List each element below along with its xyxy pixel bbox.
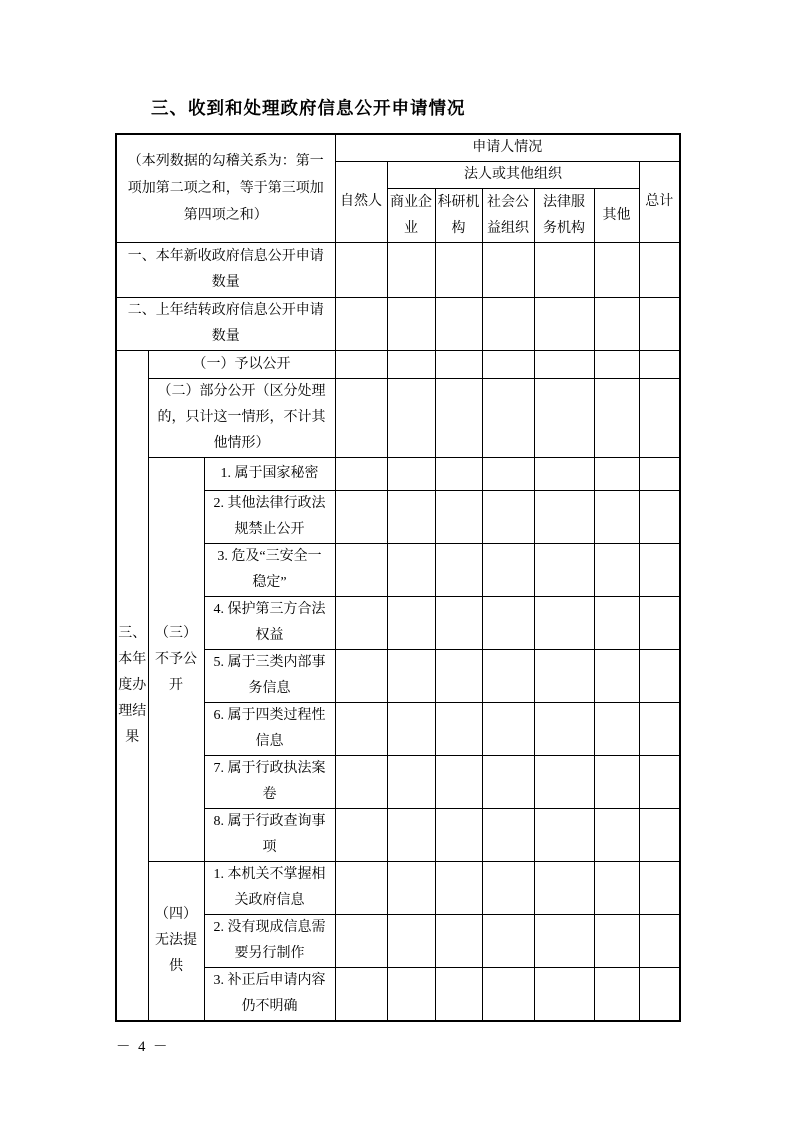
data-cell-empty <box>435 968 482 1022</box>
data-cell-empty <box>387 862 435 915</box>
data-cell-empty <box>435 298 482 351</box>
data-cell-empty <box>482 756 534 809</box>
data-cell-empty <box>594 597 639 650</box>
page-number: － 4 － <box>116 1039 170 1055</box>
data-cell-empty <box>639 491 680 544</box>
data-cell-empty <box>335 915 387 968</box>
header-org-type-commercial: 商业企业 <box>387 189 435 243</box>
data-cell-empty <box>482 351 534 379</box>
data-cell-empty <box>335 703 387 756</box>
data-cell-empty <box>639 862 680 915</box>
data-cell-empty <box>639 351 680 379</box>
data-cell-empty <box>335 862 387 915</box>
data-cell-empty <box>435 544 482 597</box>
data-cell-empty <box>435 915 482 968</box>
data-cell-empty <box>639 544 680 597</box>
header-org-type-public-welfare: 社会公益组织 <box>482 189 534 243</box>
data-cell-empty <box>435 862 482 915</box>
data-cell-empty <box>387 968 435 1022</box>
data-cell-empty <box>594 379 639 458</box>
header-org-type-other: 其他 <box>594 189 639 243</box>
data-cell-empty <box>387 756 435 809</box>
data-cell-empty <box>594 862 639 915</box>
data-cell-empty <box>482 379 534 458</box>
row-refused-item-label: 8. 属于行政查询事项 <box>204 809 335 862</box>
data-cell-empty <box>335 298 387 351</box>
data-cell-empty <box>387 809 435 862</box>
data-cell-empty <box>594 915 639 968</box>
data-cell-empty <box>482 544 534 597</box>
data-cell-empty <box>594 491 639 544</box>
data-cell-empty <box>534 379 594 458</box>
data-cell-empty <box>435 597 482 650</box>
data-cell-empty <box>639 756 680 809</box>
data-cell-empty <box>534 968 594 1022</box>
data-cell-empty <box>534 915 594 968</box>
data-cell-empty <box>482 809 534 862</box>
data-cell-empty <box>387 351 435 379</box>
data-cell-empty <box>594 756 639 809</box>
data-cell-empty <box>534 650 594 703</box>
data-cell-empty <box>534 597 594 650</box>
data-cell-empty <box>435 703 482 756</box>
data-cell-empty <box>639 597 680 650</box>
data-cell-empty <box>534 351 594 379</box>
data-cell-empty <box>435 756 482 809</box>
data-cell-empty <box>482 491 534 544</box>
data-cell-empty <box>534 809 594 862</box>
results-section-label: 三、本年度办理结果 <box>116 351 148 1022</box>
data-cell-empty <box>594 544 639 597</box>
data-cell-empty <box>639 968 680 1022</box>
row-unable-item-label: 3. 补正后申请内容仍不明确 <box>204 968 335 1022</box>
data-cell-empty <box>387 379 435 458</box>
header-org-type-legal-service: 法律服务机构 <box>534 189 594 243</box>
data-cell-empty <box>639 458 680 491</box>
row-refused-item-label: 2. 其他法律行政法规禁止公开 <box>204 491 335 544</box>
row-new-applications-label: 一、本年新收政府信息公开申请数量 <box>116 243 335 298</box>
data-cell-empty <box>435 351 482 379</box>
header-legal-or-other-org: 法人或其他组织 <box>387 162 639 189</box>
data-cell-empty <box>335 544 387 597</box>
data-cell-empty <box>482 862 534 915</box>
row-refused-item-label: 6. 属于四类过程性信息 <box>204 703 335 756</box>
data-cell-empty <box>387 544 435 597</box>
info-request-table <box>115 133 681 1022</box>
header-total: 总计 <box>639 162 680 243</box>
data-cell-empty <box>639 650 680 703</box>
header-natural-person: 自然人 <box>335 162 387 243</box>
data-cell-empty <box>335 379 387 458</box>
row-refused-item-label: 4. 保护第三方合法权益 <box>204 597 335 650</box>
data-cell-empty <box>387 915 435 968</box>
data-cell-empty <box>335 809 387 862</box>
row-partially-granted-label: （二）部分公开（区分处理的，只计这一情形，不计其他情形） <box>148 379 335 458</box>
data-cell-empty <box>435 650 482 703</box>
data-cell-empty <box>435 809 482 862</box>
data-cell-empty <box>335 968 387 1022</box>
data-cell-empty <box>534 756 594 809</box>
data-cell-empty <box>335 491 387 544</box>
data-cell-empty <box>387 703 435 756</box>
data-cell-empty <box>335 243 387 298</box>
header-applicant-status: 申请人情况 <box>335 134 680 162</box>
refused-category-label: （三）不予公开 <box>148 458 204 862</box>
data-cell-empty <box>594 703 639 756</box>
data-cell-empty <box>482 243 534 298</box>
data-cell-empty <box>387 491 435 544</box>
data-cell-empty <box>482 458 534 491</box>
data-cell-empty <box>387 243 435 298</box>
data-cell-empty <box>387 650 435 703</box>
row-refused-item-label: 3. 危及“三安全一稳定” <box>204 544 335 597</box>
data-cell-empty <box>482 915 534 968</box>
data-cell-empty <box>335 458 387 491</box>
data-cell-empty <box>482 968 534 1022</box>
data-cell-empty <box>482 703 534 756</box>
data-cell-empty <box>435 491 482 544</box>
data-cell-empty <box>335 756 387 809</box>
data-cell-empty <box>335 351 387 379</box>
data-cell-empty <box>594 351 639 379</box>
row-granted-label: （一）予以公开 <box>148 351 335 379</box>
data-cell-empty <box>482 298 534 351</box>
row-carried-over-label: 二、上年结转政府信息公开申请数量 <box>116 298 335 351</box>
data-cell-empty <box>594 650 639 703</box>
data-cell-empty <box>594 243 639 298</box>
data-cell-empty <box>387 597 435 650</box>
section-title: 三、收到和处理政府信息公开申请情况 <box>151 98 466 118</box>
data-cell-empty <box>639 809 680 862</box>
data-cell-empty <box>534 298 594 351</box>
data-cell-empty <box>435 379 482 458</box>
data-cell-empty <box>639 379 680 458</box>
row-refused-item-label: 5. 属于三类内部事务信息 <box>204 650 335 703</box>
data-cell-empty <box>594 298 639 351</box>
data-cell-empty <box>534 491 594 544</box>
row-unable-item-label: 1. 本机关不掌握相关政府信息 <box>204 862 335 915</box>
data-cell-empty <box>482 650 534 703</box>
row-refused-item-label: 7. 属于行政执法案卷 <box>204 756 335 809</box>
unable-category-label: （四）无法提供 <box>148 862 204 1022</box>
data-cell-empty <box>534 243 594 298</box>
data-cell-empty <box>639 298 680 351</box>
data-cell-empty <box>639 243 680 298</box>
data-cell-empty <box>639 915 680 968</box>
data-cell-empty <box>387 298 435 351</box>
data-cell-empty <box>387 458 435 491</box>
row-unable-item-label: 2. 没有现成信息需要另行制作 <box>204 915 335 968</box>
table-note: （本列数据的勾稽关系为：第一项加第二项之和，等于第三项加第四项之和） <box>116 134 335 243</box>
data-cell-empty <box>594 968 639 1022</box>
data-cell-empty <box>534 458 594 491</box>
data-cell-empty <box>594 458 639 491</box>
header-org-type-research: 科研机构 <box>435 189 482 243</box>
data-cell-empty <box>534 862 594 915</box>
data-cell-empty <box>482 597 534 650</box>
data-cell-empty <box>335 650 387 703</box>
data-cell-empty <box>435 243 482 298</box>
data-cell-empty <box>335 597 387 650</box>
data-cell-empty <box>594 809 639 862</box>
data-cell-empty <box>639 703 680 756</box>
data-cell-empty <box>435 458 482 491</box>
data-cell-empty <box>534 544 594 597</box>
data-cell-empty <box>534 703 594 756</box>
row-refused-item-label: 1. 属于国家秘密 <box>204 458 335 491</box>
